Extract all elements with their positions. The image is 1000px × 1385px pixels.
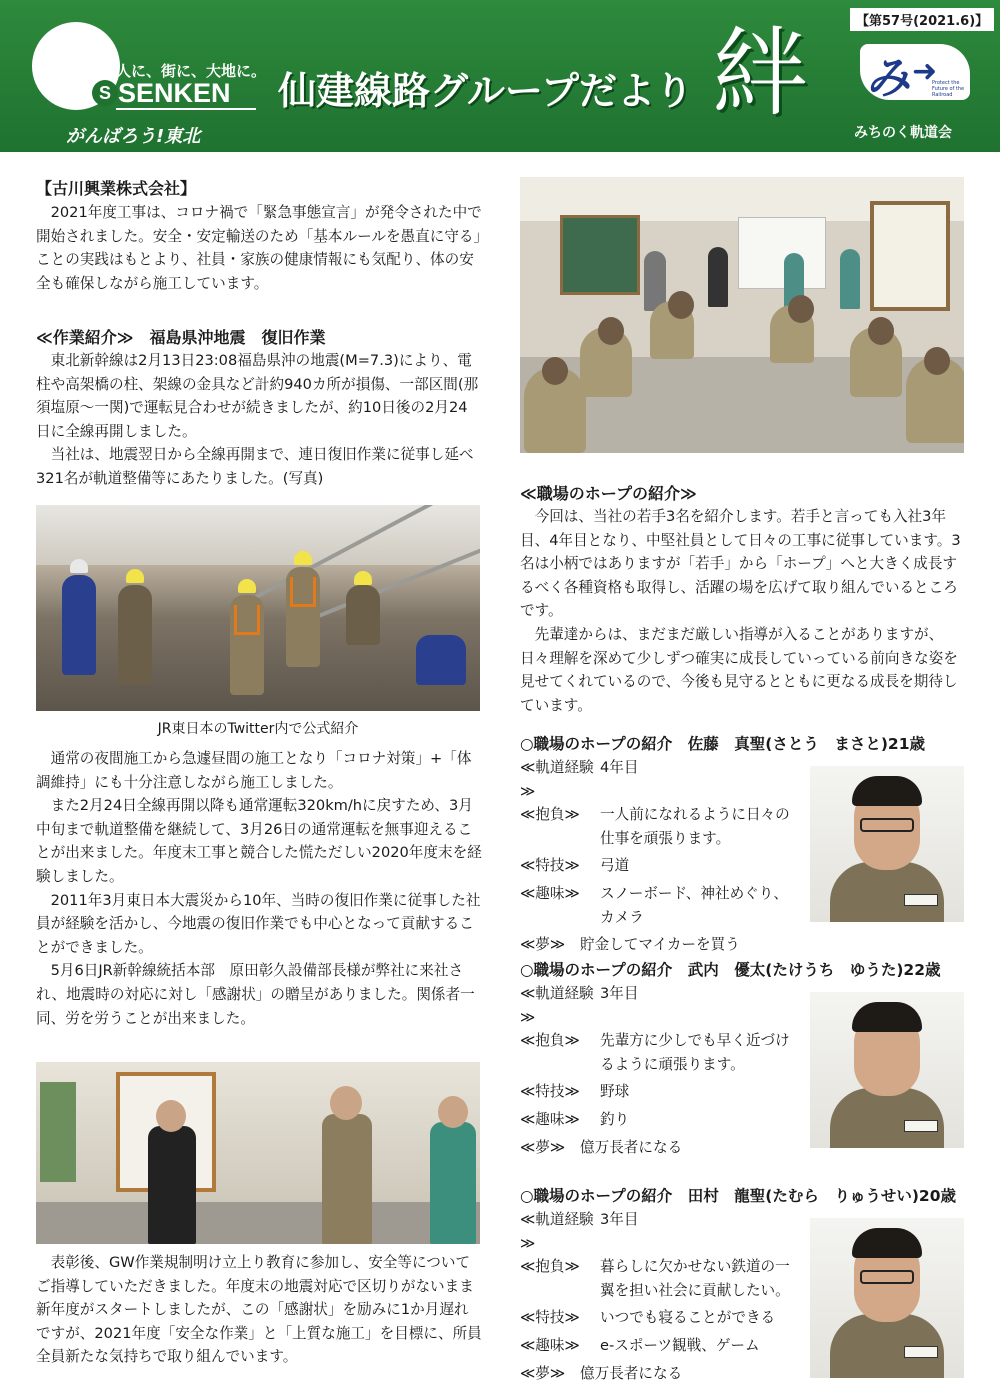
speaker-figure (840, 249, 860, 309)
helmet (126, 569, 144, 583)
profile-details (520, 756, 796, 957)
profile-row (520, 1136, 796, 1160)
seated-attendee (524, 367, 586, 453)
logo-underline (116, 108, 256, 110)
logo-slogan: 人に、街に、大地に。 (116, 62, 267, 80)
org-name: みちのく軌道会 (854, 125, 952, 141)
row-value: いつでも寝ることができる (600, 1309, 776, 1327)
paragraph-3: 通常の夜間施工から急遽昼間の施工となり「コロナ対策」+「体調維持」にも十分注意しながら施工しました。 (36, 750, 472, 791)
row-label: ≪特技≫ (520, 857, 580, 875)
profile-row (520, 1080, 796, 1104)
senken-logo-mark: S (92, 80, 118, 106)
newsletter-title: 仙建線路グループだより (278, 69, 693, 113)
row-value: 億万長者になる (580, 1138, 683, 1156)
name-badge (904, 1120, 938, 1132)
logo-glyph: み (866, 53, 910, 104)
kizuna-kanji: 絆 (712, 17, 808, 129)
profile-details (520, 1208, 796, 1385)
row-label: ≪夢≫ (520, 936, 566, 954)
safety-vest (234, 605, 260, 635)
paragraph-5: 2011年3月東日本大震災から10年、当時の復旧作業に従事した社員が経験を活かし、今地震の復旧作業でも中心となって貢献することができました。 (36, 891, 481, 956)
work-heading: ≪作業紹介≫ 福島県沖地震 復旧作業 (36, 328, 326, 347)
speaker-figure (708, 247, 728, 307)
work-text (36, 349, 482, 491)
profile-row (520, 803, 796, 850)
row-label: ≪趣味≫ (520, 1110, 580, 1128)
row-label: ≪軌道経験≫ (520, 759, 594, 800)
profile-row (520, 1306, 796, 1330)
blackboard (560, 215, 640, 295)
row-label: ≪抱負≫ (520, 1258, 580, 1276)
row-value: 3年目 (600, 1211, 639, 1228)
notice-board (40, 1082, 76, 1182)
portrait-sato (810, 766, 964, 922)
intro-paragraph: 2021年度工事は、コロナ禍で「緊急事態宣言」が発令された中で開始されました。安全・安定輸送のため「基本ルールを愚直に守る」ことの実践はもとより、社員・家族の健康情報にも気配り、体の安全も確保しながら施工しています。 (36, 204, 482, 292)
helmet (354, 571, 372, 585)
helmet (70, 559, 88, 573)
arrow-icon: ➜ (912, 54, 938, 89)
worker-figure (416, 635, 466, 685)
profile-row (520, 854, 796, 878)
track-repair-photo (36, 505, 480, 711)
profile-details (520, 982, 796, 1159)
meeting-photo (520, 177, 964, 453)
hope-paragraph-1: 今回は、当社の若手3名を紹介します。若手と言っても入社3年目、4年目となり、中堅社員として日々の工事に従事しています。3名は小柄ではありますが「若手」から「ホープ」へと大きく成長するべく各種資格も取得し、活躍の場を広げて取り組んでいるところです。 (520, 508, 961, 620)
cheer-slogan: がんばろう!東北 (66, 126, 201, 147)
row-label: ≪夢≫ (520, 1138, 566, 1156)
helmet (238, 579, 256, 593)
photo-caption: JR東日本のTwitter内で公式紹介 (157, 721, 359, 737)
row-value: 弓道 (600, 857, 630, 875)
paragraph-7: 表彰後、GW作業規制明け立上り教育に参加し、安全等についてご指導していただきました。年度末の地震対応で区切りがないまま新年度がスタートしましたが、この「感謝状」を励みに1か月遅れですが、2021年度「安全な作業」と「上質な施工」を目標に、所員全員新たな気持ちで取り組んでいます。 (36, 1254, 482, 1366)
wall (36, 1062, 480, 1202)
row-label: ≪特技≫ (520, 1083, 580, 1101)
row-label: ≪趣味≫ (520, 1336, 580, 1354)
projection-screen (738, 217, 826, 289)
profile-heading: ○職場のホープの紹介 武内 優太(たけうち ゆうた)22歳 (520, 961, 941, 979)
portrait-takeuchi (810, 992, 964, 1148)
seated-attendee (650, 301, 694, 359)
row-label: ≪夢≫ (520, 1364, 566, 1382)
seated-attendee (770, 305, 814, 363)
profile-row (520, 756, 796, 803)
profile-row (520, 1334, 796, 1358)
seated-attendee (580, 327, 632, 397)
head (438, 1096, 468, 1128)
row-value: 3年目 (600, 985, 639, 1002)
intro-text (36, 201, 482, 295)
hope-paragraph-2: 先輩達からは、まだまだ厳しい指導が入ることがありますが、日々理解を深めて少しずつ確実に成長していっている前向きな姿を見せてくれているので、今後も見守るとともに更なる成長を期待しています。 (520, 625, 958, 714)
uniform (830, 862, 944, 922)
portrait-tamura (810, 1218, 964, 1378)
row-value: 一人前になれるように日々の仕事を頑張ります。 (600, 806, 790, 847)
paragraph-4: また2月24日全線再開以降も通常運転320km/hに戻すため、3月中旬まで軌道整備を継続して、3月26日の通常運転を無事迎えることが出来ました。年度末工事と競合した慌ただしい2020年度末を経験しました。 (36, 797, 482, 885)
profile-heading: ○職場のホープの紹介 佐藤 真聖(さとう まさと)21歳 (520, 735, 925, 753)
glasses (860, 818, 914, 832)
seated-attendee (906, 357, 964, 443)
profile-row (520, 1255, 796, 1302)
head (156, 1100, 186, 1132)
window (870, 201, 950, 311)
work-paragraph-1: 東北新幹線は2月13日23:08福島県沖の地震(M=7.3)により、電柱や高架橋の柱、架線の金具など計約940カ所が損傷、一部区間(那須塩原～一関)で運転見合わせが続きましたが、約10日後の2月24日に全線再開しました。 (36, 352, 479, 440)
worker-figure (118, 585, 152, 685)
row-value: 野球 (600, 1083, 630, 1101)
profile-row (520, 1362, 796, 1385)
recipient-figure (322, 1114, 372, 1244)
closing-text (36, 1251, 482, 1369)
profile-heading: ○職場のホープの紹介 田村 龍聖(たむら りゅうせい)20歳 (520, 1187, 956, 1205)
worker-figure (62, 575, 96, 675)
row-label: ≪軌道経験≫ (520, 1211, 594, 1252)
seated-attendee (850, 327, 902, 397)
work-text-continued (36, 747, 482, 1030)
logo-caption: Protect the Future of the Railroad (932, 80, 965, 98)
profile-row (520, 882, 796, 929)
profile-row (520, 1029, 796, 1076)
hair (852, 1002, 922, 1032)
hair (852, 1228, 922, 1258)
row-value: 貯金してマイカーを買う (580, 936, 740, 954)
glasses (860, 1270, 914, 1284)
masthead (0, 0, 1000, 152)
floor (36, 1202, 480, 1244)
row-label: ≪特技≫ (520, 1309, 580, 1327)
michinoku-logo (856, 40, 974, 116)
row-label: ≪抱負≫ (520, 806, 580, 824)
head (330, 1086, 362, 1120)
row-label: ≪趣味≫ (520, 884, 580, 902)
row-label: ≪軌道経験≫ (520, 985, 594, 1026)
worker-figure (346, 585, 380, 645)
uniform (830, 1088, 944, 1148)
helmet (294, 551, 312, 565)
hair (852, 776, 922, 806)
company-name: 【古川興業株式会社】 (36, 179, 197, 198)
profile-row (520, 1208, 796, 1255)
profile-row (520, 982, 796, 1029)
row-value: スノーボード、神社めぐり、カメラ (600, 884, 788, 926)
row-value: 先輩方に少しでも早く近づけるように頑張ります。 (600, 1032, 790, 1073)
issue-number: 【第57号(2021.6)】 (850, 8, 994, 31)
row-value: e-スポーツ観戦、ゲーム (600, 1336, 760, 1354)
name-badge (904, 1346, 938, 1358)
row-label: ≪抱負≫ (520, 1032, 580, 1050)
hope-intro (520, 505, 966, 717)
row-value: 釣り (600, 1110, 630, 1128)
attendee-figure (430, 1122, 476, 1244)
award-ceremony-photo (36, 1062, 480, 1244)
name-badge (904, 894, 938, 906)
logo-name: SENKEN (118, 78, 231, 108)
row-value: 暮らしに欠かせない鉄道の一翼を担い社会に貢献したい。 (600, 1258, 790, 1299)
profile-row (520, 933, 796, 957)
safety-vest (290, 577, 316, 607)
work-paragraph-2: 当社は、地震翌日から全線再開まで、連日復旧作業に従事し延べ321名が軌道整備等にあたりました。(写真) (36, 446, 474, 487)
paragraph-6: 5月6日JR新幹線統括本部 原田彰久設備部長様が弊社に来社され、地震時の対応に対し「感謝状」の贈呈がありました。関係者一同、労を労うことが出来ました。 (36, 962, 475, 1027)
row-value: 4年目 (600, 759, 639, 776)
presenter-figure (148, 1126, 196, 1244)
hope-heading: ≪職場のホープの紹介≫ (520, 484, 697, 503)
profile-row (520, 1108, 796, 1132)
row-value: 億万長者になる (580, 1364, 683, 1382)
